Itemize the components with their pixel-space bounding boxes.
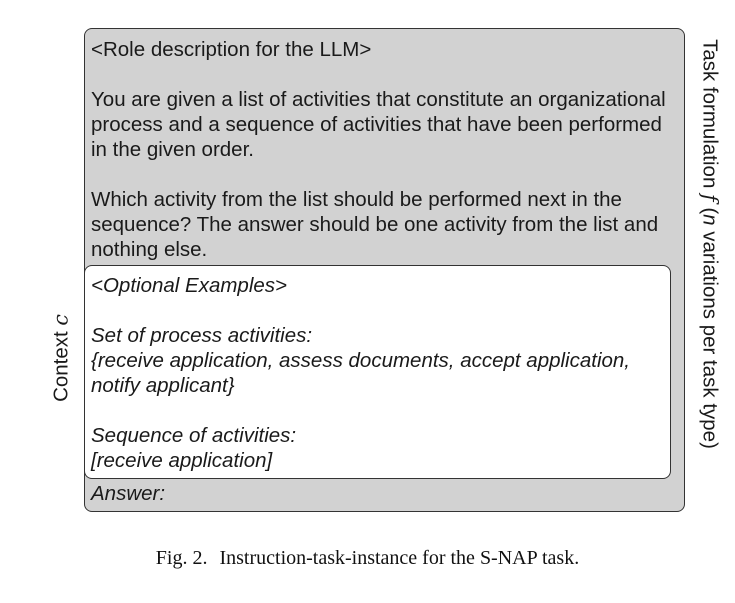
optional-examples: <Optional Examples> bbox=[91, 274, 288, 297]
task-label-note: (n variations per task type) bbox=[698, 207, 722, 449]
answer-label: Answer: bbox=[91, 482, 166, 505]
context-side-label bbox=[49, 314, 74, 402]
figure-caption bbox=[0, 547, 735, 570]
context-symbol: c bbox=[48, 314, 73, 326]
caption-text: Instruction-task-instance for the S-NAP task. bbox=[219, 547, 580, 569]
task-symbol: f bbox=[698, 194, 723, 202]
task-description: You are given a list of activities that constitute an organizational process and a sequence of activities that have been performed in the given order. bbox=[91, 88, 666, 161]
sequence-value: [receive application] bbox=[91, 449, 273, 472]
context-label-text: Context bbox=[49, 331, 73, 402]
task-formulation-side-label bbox=[698, 39, 723, 449]
task-label-text: Task formulation bbox=[698, 39, 722, 189]
task-question: Which activity from the list should be performed next in the sequence? The answer should be one activity from the list and nothing else. bbox=[91, 188, 659, 261]
activities-list: {receive application, assess documents, accept application, notify applicant} bbox=[91, 349, 631, 397]
sequence-label: Sequence of activities: bbox=[91, 424, 297, 447]
figure-number: Fig. 2. bbox=[155, 547, 208, 569]
role-description: <Role description for the LLM> bbox=[91, 38, 372, 61]
activities-label: Set of process activities: bbox=[91, 324, 313, 347]
